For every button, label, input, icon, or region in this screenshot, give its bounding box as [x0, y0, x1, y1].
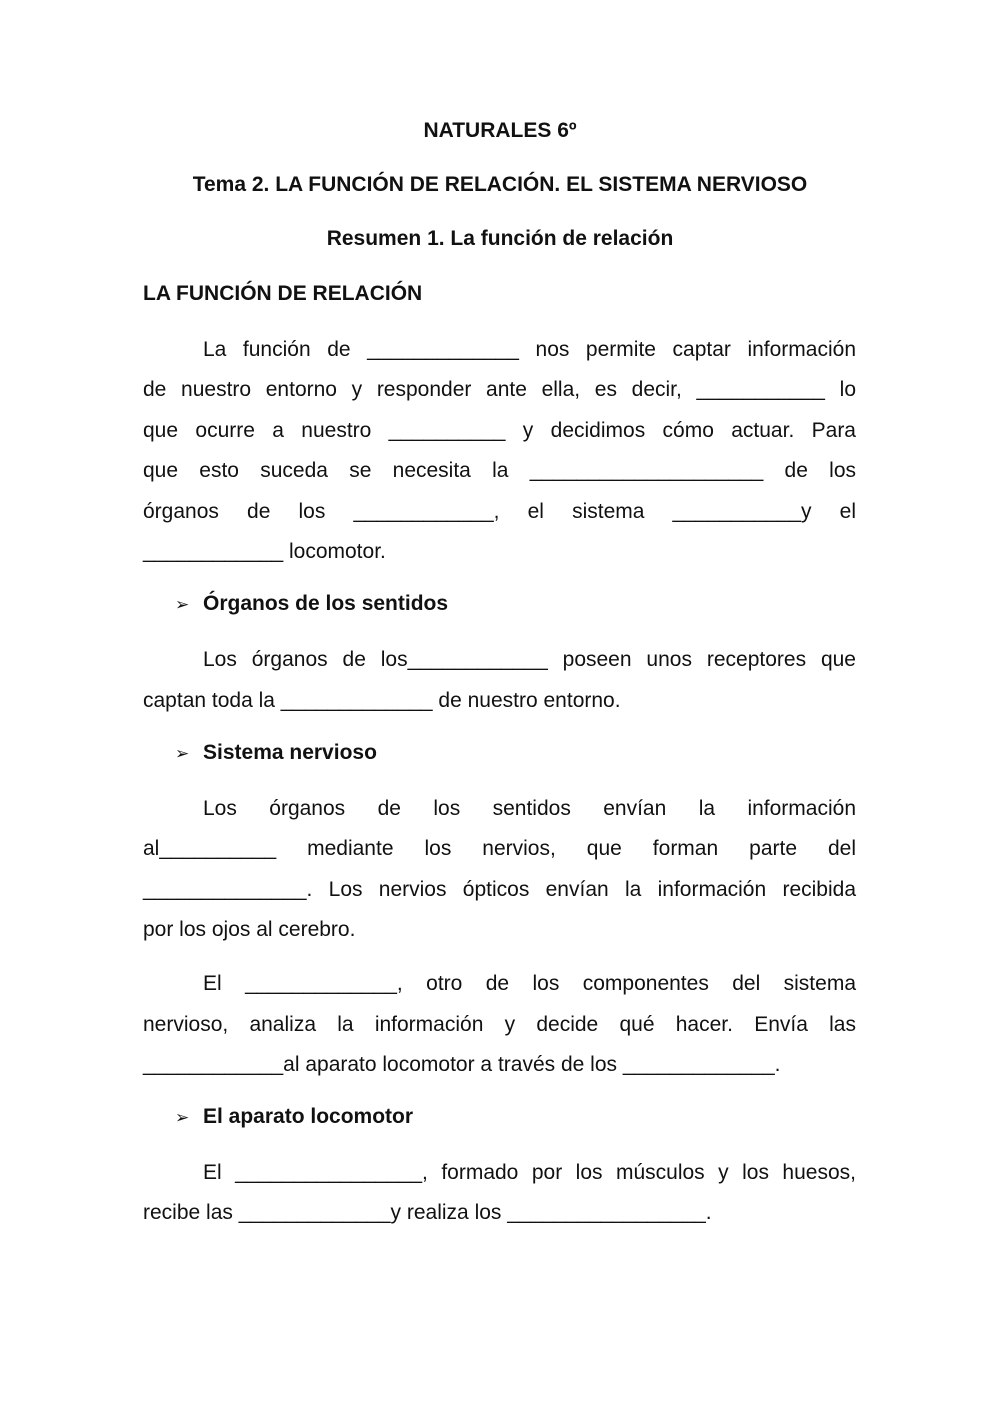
paragraph-line: ______________. Los nervios ópticos envían la información recibida	[143, 878, 856, 901]
paragraph-line: recibe las _____________y realiza los _________________.	[143, 1201, 712, 1224]
subject-title: NATURALES 6º	[423, 119, 577, 142]
paragraph-line: de nuestro entorno y responder ante ella, es decir, ___________ lo	[143, 378, 856, 401]
paragraph-line: órganos de los ____________, el sistema ___________y el	[143, 500, 856, 523]
section-heading-organos-sentidos	[175, 592, 448, 616]
section-heading-funcion-relacion: LA FUNCIÓN DE RELACIÓN	[143, 282, 423, 305]
topic-title: Tema 2. LA FUNCIÓN DE RELACIÓN. EL SISTEMA NERVIOSO	[192, 173, 808, 196]
paragraph-line: ____________al aparato locomotor a través de los _____________.	[143, 1053, 781, 1076]
paragraph-line: Los órganos de los sentidos envían la información	[203, 797, 856, 820]
paragraph-line: La función de _____________ nos permite captar información	[203, 338, 856, 361]
paragraph-line: captan toda la _____________ de nuestro entorno.	[143, 689, 621, 712]
section-heading-aparato-locomotor	[175, 1105, 413, 1129]
paragraph-line: El _____________, otro de los componentes del sistema	[203, 972, 856, 995]
paragraph-line: que ocurre a nuestro __________ y decidimos cómo actuar. Para	[143, 419, 856, 442]
summary-title: Resumen 1. La función de relación	[326, 227, 674, 250]
section-heading-label: Sistema nervioso	[203, 741, 377, 764]
paragraph-line: nervioso, analiza la información y decide qué hacer. Envía las	[143, 1013, 856, 1036]
section-heading-label: Órganos de los sentidos	[203, 592, 449, 615]
paragraph-line: El ________________, formado por los músculos y los huesos,	[203, 1161, 856, 1184]
paragraph-line: por los ojos al cerebro.	[143, 918, 356, 941]
arrow-bullet-icon: ➢	[175, 744, 190, 763]
arrow-bullet-icon: ➢	[175, 1108, 190, 1127]
arrow-bullet-icon: ➢	[175, 595, 190, 614]
paragraph-line: Los órganos de los____________ poseen unos receptores que	[203, 648, 856, 671]
paragraph-line: al__________ mediante los nervios, que forman parte del	[143, 837, 856, 860]
section-heading-label: El aparato locomotor	[203, 1105, 414, 1128]
section-heading-sistema-nervioso	[175, 741, 377, 765]
paragraph-line: ____________ locomotor.	[143, 540, 386, 563]
paragraph-line: que esto suceda se necesita la ____________________ de los	[143, 459, 856, 482]
